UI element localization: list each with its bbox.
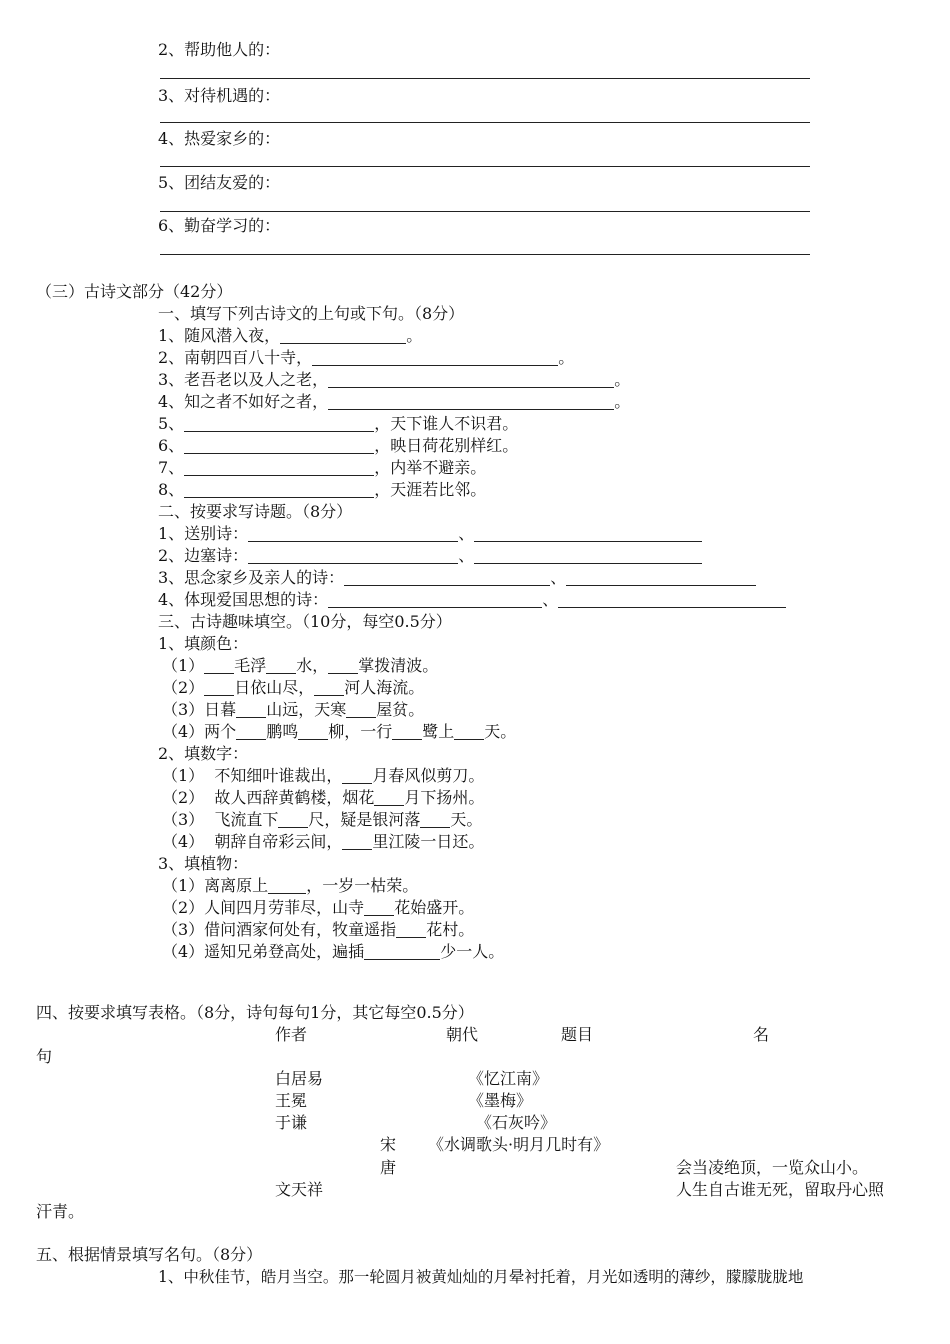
part-title: 一、填写下列古诗文的上句或下句。（8分） <box>158 304 465 323</box>
item-study: 6、勤奋学习的： <box>158 216 281 235</box>
item-unity: 5、团结友爱的： <box>158 173 281 192</box>
question: （4） 朝辞自帝彩云间， 里江陵一日还。 <box>162 832 485 851</box>
question: （1） 不知细叶谁裁出， 月春风似剪刀。 <box>162 766 485 785</box>
answer-line[interactable] <box>160 78 810 79</box>
section-title: 四、按要求填写表格。（8分，诗句每句1分，其它每空0.5分） <box>36 1003 474 1022</box>
question: 4、体现爱国思想的诗： 、 <box>158 590 786 610</box>
question: （3）借问酒家何处有，牧童遥指 花村。 <box>162 920 475 939</box>
answer-blank[interactable] <box>420 811 450 828</box>
question: 2、南朝四百八十寺， 。 <box>158 348 575 367</box>
question: （3）日暮 山远，天寒 屋贫。 <box>162 700 425 719</box>
answer-blank[interactable] <box>328 657 358 674</box>
answer-blank[interactable] <box>268 877 306 894</box>
table-cell-work: 《水调歌头·明月几时有》 <box>428 1135 610 1154</box>
answer-blank[interactable] <box>184 459 374 476</box>
table-cell-work: 《墨梅》 <box>468 1091 533 1110</box>
answer-blank[interactable] <box>298 723 328 740</box>
answer-blank[interactable] <box>280 327 406 344</box>
table-cell-line-wrap: 汗青。 <box>36 1202 85 1221</box>
answer-line[interactable] <box>160 211 810 212</box>
answer-blank[interactable] <box>266 657 296 674</box>
table-cell-author: 白居易 <box>275 1069 324 1088</box>
answer-blank[interactable] <box>374 789 404 806</box>
question: 6、 ，映日荷花别样红。 <box>158 436 519 455</box>
answer-blank[interactable] <box>312 349 558 366</box>
table-cell-dynasty: 宋 <box>380 1135 397 1154</box>
answer-blank[interactable] <box>474 525 702 542</box>
question: 2、边塞诗： 、 <box>158 546 702 566</box>
item-opportunity: 3、对待机遇的： <box>158 86 281 105</box>
answer-blank[interactable] <box>328 591 542 608</box>
question: （1）离离原上 ，一岁一枯荣。 <box>162 876 419 895</box>
table-cell-line: 人生自古谁无死，留取丹心照 <box>676 1180 885 1199</box>
table-cell-author: 文天祥 <box>275 1180 324 1199</box>
question: 1、随风潜入夜， 。 <box>158 326 423 345</box>
answer-blank[interactable] <box>566 569 756 586</box>
answer-line[interactable] <box>160 122 810 123</box>
answer-blank[interactable] <box>184 437 374 454</box>
part-title: 二、按要求写诗题。（8分） <box>158 502 353 521</box>
answer-blank[interactable] <box>248 547 458 564</box>
answer-blank[interactable] <box>236 701 266 718</box>
answer-blank[interactable] <box>314 679 344 696</box>
table-cell-work: 《忆江南》 <box>468 1069 549 1088</box>
question: 8、 ，天涯若比邻。 <box>158 480 487 499</box>
answer-blank[interactable] <box>278 811 308 828</box>
header-dynasty: 朝代 <box>446 1025 479 1044</box>
section-title: 五、根据情景填写名句。（8分） <box>36 1245 263 1264</box>
item-hometown: 4、热爱家乡的： <box>158 129 281 148</box>
header-work: 题目 <box>561 1025 594 1044</box>
table-cell-author: 王冕 <box>275 1091 308 1110</box>
header-line-wrap: 句 <box>36 1047 53 1066</box>
answer-blank[interactable] <box>454 723 484 740</box>
item-helping-others: 2、帮助他人的： <box>158 40 281 59</box>
answer-blank[interactable] <box>184 415 374 432</box>
table-cell-dynasty: 唐 <box>380 1158 397 1177</box>
answer-blank[interactable] <box>364 899 394 916</box>
question: 5、 ，天下谁人不识君。 <box>158 414 519 433</box>
question: （4）遥知兄弟登高处，遍插 少一人。 <box>162 942 505 961</box>
header-line: 名 <box>753 1025 770 1044</box>
section-title: （三）古诗文部分（42分） <box>36 282 233 301</box>
question: （2） 日依山尽， 河人海流。 <box>162 678 425 697</box>
answer-blank[interactable] <box>342 767 372 784</box>
answer-blank[interactable] <box>328 371 614 388</box>
answer-line[interactable] <box>160 166 810 167</box>
question: 1、中秋佳节，皓月当空。那一轮圆月被黄灿灿的月晕衬托着，月光如透明的薄纱，朦朦胧胧地 <box>158 1268 804 1286</box>
question: 1、送别诗： 、 <box>158 524 702 544</box>
header-author: 作者 <box>275 1025 308 1044</box>
question: 7、 ，内举不避亲。 <box>158 458 487 477</box>
answer-blank[interactable] <box>204 657 234 674</box>
answer-blank[interactable] <box>342 833 372 850</box>
answer-blank[interactable] <box>248 525 458 542</box>
answer-blank[interactable] <box>328 393 614 410</box>
answer-blank[interactable] <box>364 943 440 960</box>
question: （1） 毛浮 水， 掌拨清波。 <box>162 656 439 675</box>
question: （4）两个 鹏鸣 柳，一行 鹭上 天。 <box>162 722 517 741</box>
answer-blank[interactable] <box>396 921 426 938</box>
sub-title: 2、填数字： <box>158 744 249 763</box>
sub-title: 1、填颜色： <box>158 634 249 653</box>
question: （2）人间四月劳菲尽，山寺 花始盛开。 <box>162 898 475 917</box>
question: （2） 故人西辞黄鹤楼，烟花 月下扬州。 <box>162 788 485 807</box>
table-cell-work: 《石灰吟》 <box>476 1113 557 1132</box>
answer-blank[interactable] <box>558 591 786 608</box>
sub-title: 3、填植物： <box>158 854 249 873</box>
question: 4、知之者不如好之者， 。 <box>158 392 631 411</box>
answer-blank[interactable] <box>344 569 550 586</box>
question: 3、思念家乡及亲人的诗： 、 <box>158 568 756 588</box>
answer-blank[interactable] <box>204 679 234 696</box>
answer-blank[interactable] <box>346 701 376 718</box>
answer-blank[interactable] <box>392 723 422 740</box>
question: 3、老吾老以及人之老， 。 <box>158 370 631 389</box>
answer-blank[interactable] <box>236 723 266 740</box>
answer-blank[interactable] <box>474 547 702 564</box>
answer-blank[interactable] <box>184 481 374 498</box>
part-title: 三、古诗趣味填空。（10分，每空0.5分） <box>158 612 452 631</box>
question: （3） 飞流直下 尺，疑是银河落 天。 <box>162 810 483 829</box>
answer-line[interactable] <box>160 254 810 255</box>
table-cell-author: 于谦 <box>275 1113 308 1132</box>
table-cell-line: 会当凌绝顶，一览众山小。 <box>676 1158 869 1177</box>
